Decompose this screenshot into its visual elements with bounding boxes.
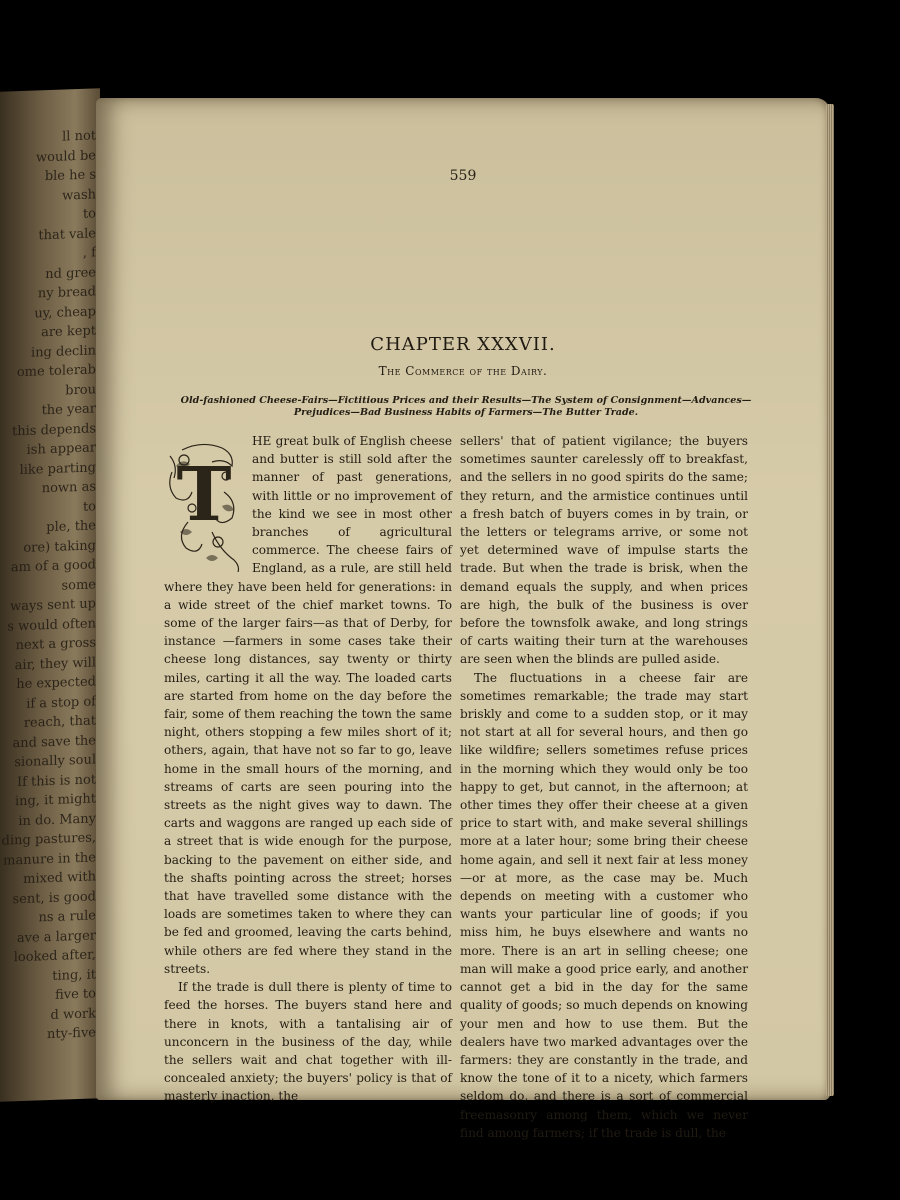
- left-page-fragment: ns a rule: [38, 908, 96, 926]
- left-page-fragment: he expected: [16, 674, 96, 693]
- chapter-title: The Commerce of the Dairy.: [378, 364, 548, 378]
- left-page-fragment: ing, it might: [14, 791, 96, 810]
- dropcap-letter: T: [176, 452, 232, 538]
- left-page-fragment: and save the: [12, 732, 96, 751]
- left-page-fragment: ny bread: [37, 284, 96, 302]
- text-column-right: [460, 432, 748, 1142]
- floral-ornament-icon: [162, 432, 246, 572]
- text-column-left: [164, 432, 452, 1106]
- left-page-fragment: ll not: [62, 128, 96, 145]
- left-page-fragment: , f: [82, 245, 96, 261]
- left-page-fragment: if a stop of: [26, 693, 96, 712]
- paragraph-4: The fluctuations in a cheese fair are sometimes remarkable; the trade may start briskly and come to a sudden stop, or it may not start at all for several hours, and then go like wildfire; sellers sometimes refuse prices in the morning which they would only be too happy to get, but cannot, in the afternoon; at other times they offer their cheese at a given price to start with, and make several shillings more at a later hour; some bring their cheese home again, and sell it next fair at less money—or at more, as the case may be. Much depends on meeting with a customer who wants your particular line of goods; if you miss him, he buys elsewhere and wants no more. There is an art in selling cheese; one man will make a good price early, and another cannot get a bid in the day for the same quality of goods; so much depends on knowing your men and how to use them. But the dealers have two marked advantages over the farmers: they are constantly in the trade, and know the tone of it to a nicety, which farmers seldom do, and there is a sort of commercial freemasonry among them, which we never find among farmers; if the trade is dull, the: [460, 670, 748, 1140]
- left-page-fragment: ways sent up: [10, 596, 96, 615]
- left-page-fragment: wash: [62, 186, 96, 204]
- left-page-edge: [0, 88, 100, 1101]
- chapter-heading: CHAPTER XXXVII.: [370, 334, 556, 355]
- left-page-fragment: the year: [41, 401, 96, 419]
- left-page-fragment: ding pastures,: [1, 830, 96, 849]
- page-stack-edge: [826, 104, 834, 1096]
- left-page-fragment: s would often: [7, 615, 96, 634]
- paragraph-2: If the trade is dull there is plenty of time to feed the horses. The buyers stand here and there in knots, with a tantalising air of unconcern in the business of the day, while the sellers wait and chat together with ill-concealed anxiety; the buyers' policy is that of masterly inaction, the: [164, 980, 452, 1104]
- left-page-fragment: air, they will: [14, 654, 96, 673]
- chapter-summary: Old-fashioned Cheese-Fairs—Fictitious Prices and their Results—The System of Consignment—Advances—Prejudices—Bad Business Habits of Farmers—The Butter Trade.: [180, 395, 752, 418]
- left-page-fragment: nown as: [41, 479, 96, 497]
- paragraph-3: sellers' that of patient vigilance; the buyers sometimes saunter carelessly off to breakfast, and the sellers in no good spirits do the same; they return, and the armistice continues until a fresh batch of buyers comes in by train, or the letters or telegrams arrive, or some not yet determined wave of impulse starts the trade. But when the trade is brisk, when the demand equals the supply, and when prices are high, the bulk of the business is over before the townsfolk awake, and long strings of carts waiting their turn at the warehouses are seen when the blinds are pulled aside.: [460, 434, 748, 667]
- left-page-fragment: manure in the: [3, 849, 96, 869]
- left-page-fragment: mixed with: [23, 869, 96, 887]
- paragraph-1: HE great bulk of English cheese and butter is still sold after the manner of past generations, with little or no improvement of the kind we see in most other branches of agricultural commerce. The cheese fairs of England, as a rule, are still held where they have been held for generations: in a wide street of the chief market towns. To some of the larger fairs—as that of Derby, for instance —farmers in some cases take their cheese long distances, say twenty or thirty miles, carting it all the way. The loaded carts are started from home on the day before the fair, some of them reaching the town the same night, others stopping a few miles short of it; others, again, that have not so far to go, leave home in the small hours of the morning, and streams of carts are seen pouring into the streets as the night gives way to dawn. The carts and waggons are ranged up each side of a street that is wide enough for the purpose, backing to the pavement on either side, and the shafts pointing across the street; horses that have travelled some distance with the loads are sometimes taken to where they can be fed and groomed, leaving the carts behind, while others are fed where they stand in the streets.: [164, 434, 452, 976]
- left-page-fragment: looked after,: [13, 947, 96, 966]
- left-page-fragment: ting, it: [52, 966, 96, 984]
- left-page-fragment: ome tolerab: [16, 362, 96, 381]
- left-page-fragment: sent, is good: [12, 888, 96, 907]
- book-page: [96, 98, 830, 1140]
- left-page-fragment: this depends: [12, 420, 96, 439]
- left-page-fragment: uy, cheap: [34, 303, 96, 322]
- left-page-fragment: ble he s: [44, 167, 96, 185]
- left-page-fragment: nd gree: [45, 264, 96, 282]
- left-page-fragment: sionally soul: [14, 752, 96, 771]
- left-page-fragment: like parting: [19, 459, 96, 478]
- left-page-fragment: are kept: [41, 323, 96, 341]
- left-page-fragment: ish appear: [26, 440, 96, 458]
- left-page-fragment: ore) taking: [23, 537, 96, 556]
- left-page-fragment: some: [61, 576, 96, 594]
- left-page-fragment: would be: [36, 147, 96, 165]
- left-page-fragment: ave a larger: [16, 927, 96, 946]
- left-page-fragment: If this is not: [16, 771, 96, 790]
- ornamental-dropcap: [162, 432, 246, 572]
- left-page-fragment: nty-five: [46, 1025, 96, 1043]
- left-page-fragment: in do. Many: [18, 810, 96, 829]
- left-page-fragment: d work: [50, 1005, 96, 1023]
- left-page-fragment: that vale: [38, 225, 96, 243]
- page-number: 559: [449, 168, 477, 184]
- left-page-fragment: to: [82, 498, 96, 515]
- left-page-fragment: to: [82, 206, 96, 222]
- left-page-fragment: reach, that: [23, 713, 96, 731]
- left-page-fragment: brou: [65, 381, 96, 398]
- left-page-fragment: five to: [55, 986, 96, 1003]
- left-page-fragment: next a gross: [15, 635, 96, 654]
- left-page-fragment: am of a good: [10, 557, 96, 576]
- left-page-fragment: ing declin: [31, 342, 96, 361]
- left-page-fragment: ple, the: [46, 518, 96, 536]
